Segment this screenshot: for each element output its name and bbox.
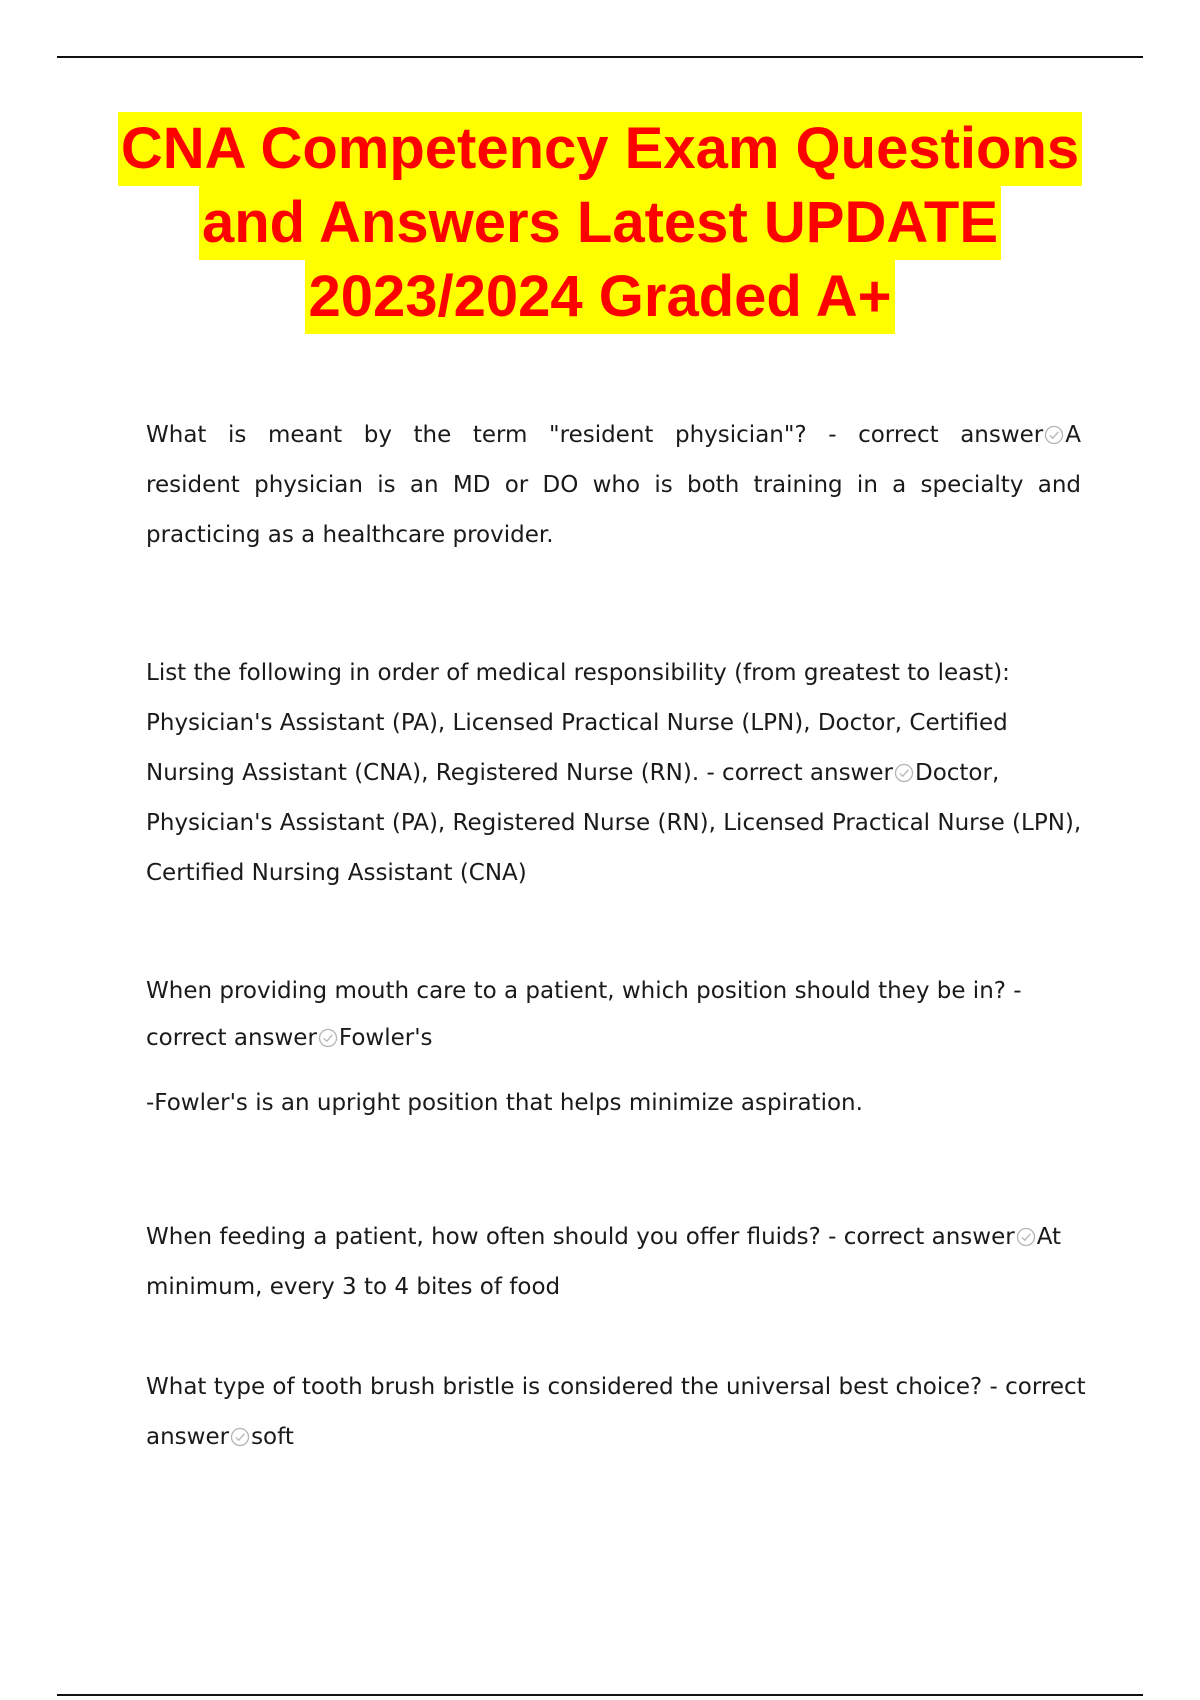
qa-line: practicing as a healthcare provider. bbox=[146, 522, 554, 548]
qa-line: answer soft bbox=[146, 1424, 294, 1450]
check-circle-icon bbox=[230, 1427, 250, 1447]
qa-line: When feeding a patient, how often should you offer fluids? - correct answer At bbox=[146, 1224, 1062, 1250]
qa-item-2 bbox=[146, 648, 1081, 898]
qa-item-5 bbox=[146, 1362, 1086, 1462]
title-line-2: and Answers Latest UPDATE bbox=[199, 186, 1001, 260]
qa-line: What is meant by the term "resident physician"? - correct answer A bbox=[146, 422, 1081, 448]
check-circle-icon bbox=[1044, 425, 1064, 445]
qa-line: Physician's Assistant (PA), Registered Nurse (RN), Licensed Practical Nurse (LPN), bbox=[146, 810, 1082, 836]
title-line-3: 2023/2024 Graded A+ bbox=[305, 260, 894, 334]
bottom-rule bbox=[57, 1694, 1143, 1696]
top-rule bbox=[57, 56, 1143, 58]
qa-item-3 bbox=[146, 966, 1081, 1063]
qa-item-4 bbox=[146, 1212, 1081, 1312]
qa-line: What type of tooth brush bristle is considered the universal best choice? - correct bbox=[146, 1374, 1086, 1400]
qa-line: List the following in order of medical responsibility (from greatest to least): bbox=[146, 660, 1010, 686]
qa-line: minimum, every 3 to 4 bites of food bbox=[146, 1274, 561, 1300]
qa-item-1 bbox=[146, 410, 1081, 560]
qa-line: When providing mouth care to a patient, which position should they be in? - bbox=[146, 978, 1022, 1004]
qa-line: Nursing Assistant (CNA), Registered Nurse (RN). - correct answer Doctor, bbox=[146, 760, 1000, 786]
title-line-1: CNA Competency Exam Questions bbox=[118, 112, 1082, 186]
qa-note: -Fowler's is an upright position that helps minimize aspiration. bbox=[146, 1090, 863, 1116]
qa-line: Physician's Assistant (PA), Licensed Practical Nurse (LPN), Doctor, Certified bbox=[146, 710, 1008, 736]
check-circle-icon bbox=[318, 1028, 338, 1048]
check-circle-icon bbox=[894, 763, 914, 783]
qa-line: correct answer Fowler's bbox=[146, 1025, 433, 1051]
qa-line: resident physician is an MD or DO who is both training in a specialty and bbox=[146, 472, 1081, 498]
qa-line: Certified Nursing Assistant (CNA) bbox=[146, 860, 527, 886]
check-circle-icon bbox=[1016, 1227, 1036, 1247]
document-title bbox=[60, 112, 1140, 334]
